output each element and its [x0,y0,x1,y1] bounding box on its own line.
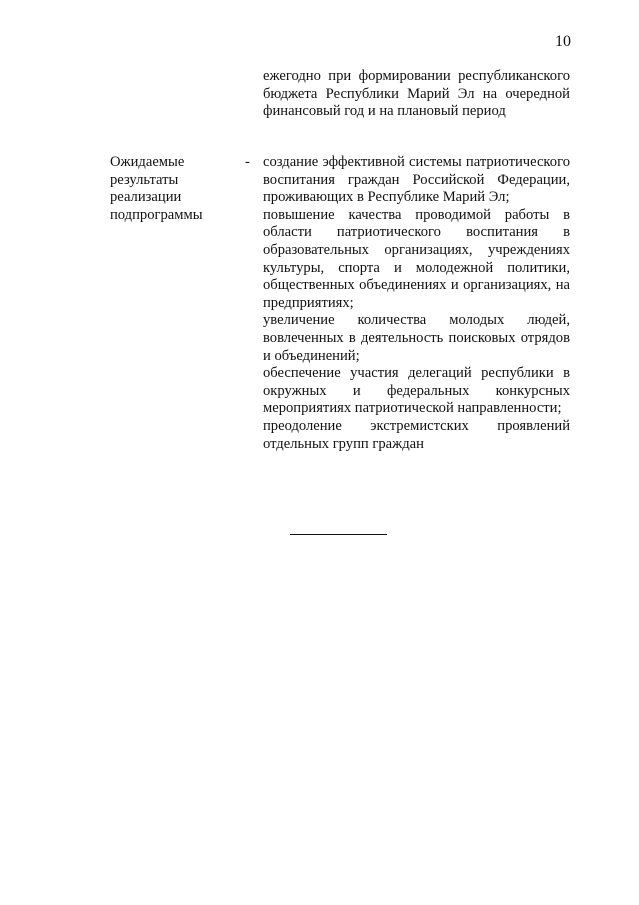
label-dash: - [245,154,250,170]
continuation-text-block [263,68,570,121]
result-item: преодоление экстремистских проявлений отдельных групп граждан [263,417,570,452]
expected-results-label: Ожидаемые результаты реализации подпрограммы [110,154,203,223]
result-item: создание эффективной системы патриотического воспитания граждан Российской Федерации, проживающих в Республике Марий Эл; [263,154,570,206]
expected-results-list [263,154,570,453]
result-item: обеспечение участия делегаций республики в окружных и федеральных конкурсных мероприятиях патриотической направленности; [263,365,570,417]
closing-rule [290,534,387,535]
page-number: 10 [555,33,571,50]
result-item: увеличение количества молодых людей, вовлеченных в деятельность поисковых отрядов и объединений; [263,312,570,364]
result-item: повышение качества проводимой работы в области патриотического воспитания в образовательных организациях, учреждениях культуры, спорта и молодежной политики, общественных объединениях и организациях, на предприятиях; [263,206,570,311]
continuation-paragraph: ежегодно при формировании республиканского бюджета Республики Марий Эл на очередной финансовый год и на плановый период [263,68,570,120]
